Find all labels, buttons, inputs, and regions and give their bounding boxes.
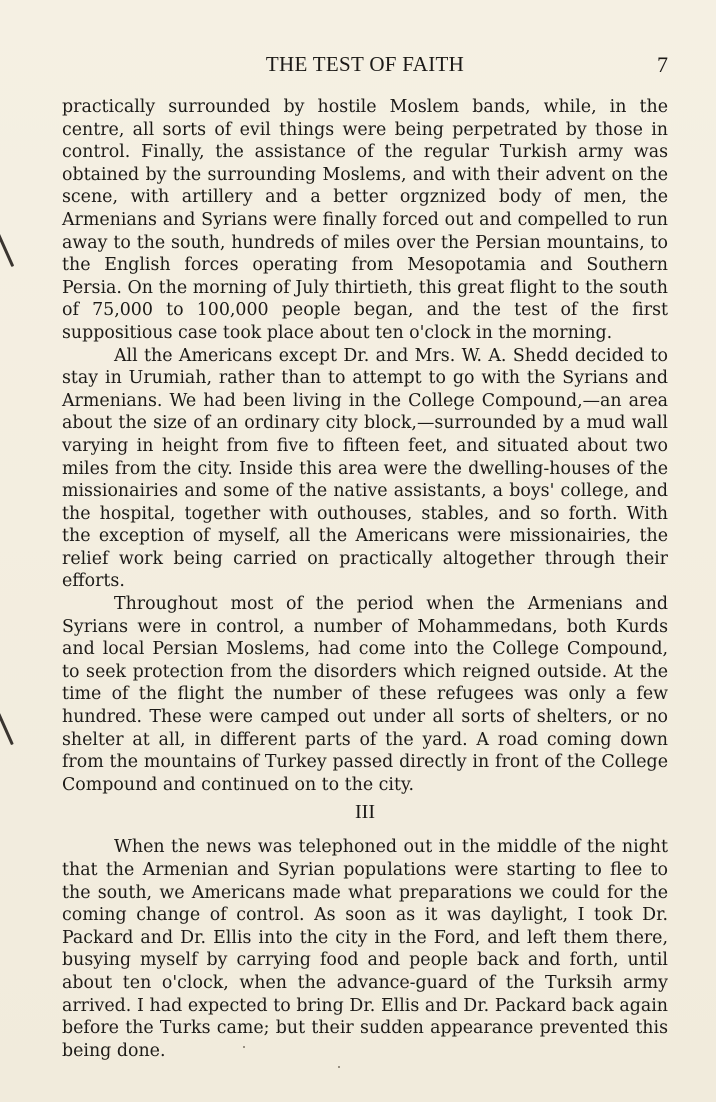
page-header: [62, 52, 668, 82]
margin-pencil-mark: [0, 713, 14, 745]
paragraph: When the news was telephoned out in the middle of the night that the Armenian and Syrian populations were starting to flee to the south, we Americans made what preparations we could for the coming change of control. As soon as it was daylight, I took Dr. Packard and Dr. Ellis into the city in the Ford, and left them there, busying myself by carrying food and people back and forth, until about ten o'clock, when the advance-guard of the Turksih army arrived. I had expected to bring Dr. Ellis and Dr. Packard back again before the Turks came; but their sudden appearance prevented this being done.: [62, 837, 668, 1061]
margin-pencil-mark: [0, 233, 14, 267]
paragraph-continued: practically surrounded by hostile Moslem bands, while, in the centre, all sorts of evil things were being perpetrated by those in control. Finally, the assistance of the regular Turkish army was obtained by the surrounding Moslems, and with their advent on the scene, with artillery and a better orgznized body of men, the Armenians and Syrians were finally forced out and compelled to run away to the south, hundreds of miles over the Persian mountains, to the English forces operating from Mesopotamia and Southern Persia. On the morning of July thirtieth, this great flight to the south of 75,000 to 100,000 people began, and the test of the first suppositious case took place about ten o'clock in the morning.: [62, 97, 668, 343]
section-heading: III: [355, 801, 375, 824]
running-head-title: THE TEST OF FAITH: [265, 52, 465, 76]
page-number: 7: [657, 52, 668, 77]
paragraph: All the Americans except Dr. and Mrs. W. A. Shedd decided to stay in Urumiah, rather than to attempt to go with the Syrians and Armenians. We had been living in the College Compound,—an area about the size of an ordinary city block,—surrounded by a mud wall varying in height from five to fifteen feet, and situated about two miles from the city. Inside this area were the dwelling-houses of the missionairies and some of the native assistants, a boys' college, and the hospital, together with outhouses, stables, and so forth. With the exception of myself, all the Americans were missionairies, the relief work being carried on practically altogether through their efforts.: [62, 345, 668, 592]
body-text: [62, 96, 668, 1062]
paragraph: Throughout most of the period when the Armenians and Syrians were in control, a number of Mohammedans, both Kurds and local Persian Moslems, had come into the College Compound, to seek protection from the disorders which reigned outside. At the time of the flight the number of these refugees was only a few hundred. These were camped out under all sorts of shelters, or no shelter at all, in different parts of the yard. A road coming down from the mountains of Turkey passed directly in front of the College Compound and continued on to the city.: [62, 594, 668, 795]
paper-speck: [338, 1066, 340, 1068]
